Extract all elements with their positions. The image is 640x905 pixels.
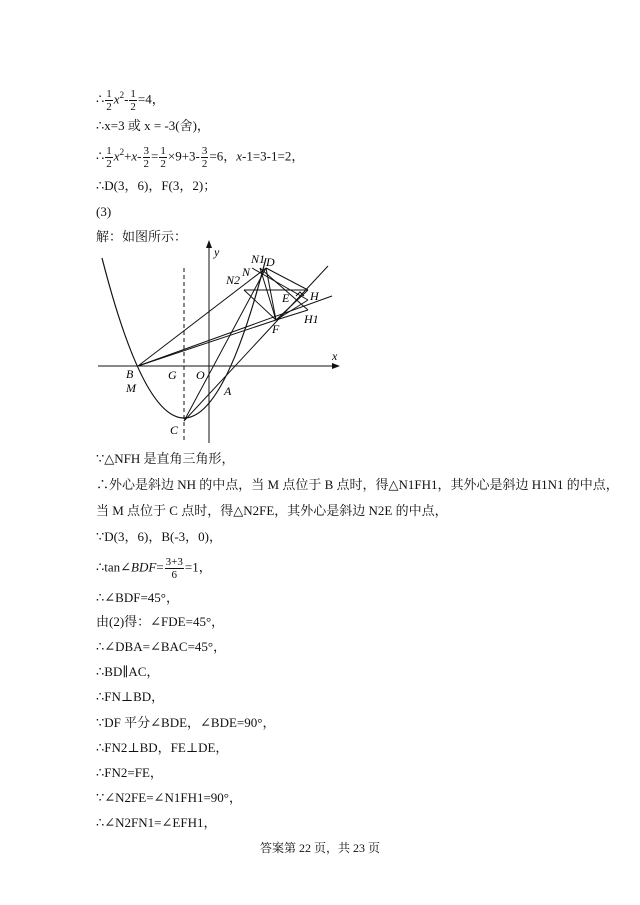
line-6: 解：如图所示： — [96, 229, 188, 244]
line-bf — [138, 320, 276, 366]
fraction: $\frac{1}{2}$ — [106, 87, 112, 113]
page-footer: 答案第 22 页，共 23 页 — [259, 841, 380, 855]
label-m: M — [126, 381, 136, 395]
line-10: ∵D(3，6)，B(-3，0)， — [96, 529, 222, 544]
line-13: 由(2)得：∠FDE=45°， — [96, 614, 225, 629]
line-20: ∵∠N2FE=∠N1FH1=90°， — [96, 790, 242, 805]
line-17: ∵DF 平分∠BDE，∠BDE=90°， — [96, 715, 276, 730]
line-4: ∴D(3，6)，F(3，2)； — [96, 178, 217, 193]
label-n: N — [242, 265, 251, 279]
line-9: 当 M 点位于 C 点时，得△N2FE，其外心是斜边 N2E 的中点， — [96, 503, 448, 518]
line-1: ∴ $\frac{1}{2}$ $x^2-$ $\frac{1}{2}$ =4， — [96, 87, 165, 113]
line-11: ∴tan∠BDF= $\frac{3+3}{6}$ =1， — [96, 556, 212, 581]
fraction: $\frac{1}{2}$ — [160, 144, 166, 170]
fraction: $\frac{1}{2}$ — [130, 87, 136, 113]
label-n1: N1 — [251, 252, 266, 266]
line-bd — [138, 268, 266, 366]
label-d: D — [266, 255, 275, 269]
line-7: ∵△NFH 是直角三角形， — [96, 451, 235, 466]
line-nh — [252, 268, 308, 300]
label-e: E — [282, 291, 290, 305]
fraction: $\frac{3}{2}$ — [201, 144, 208, 170]
label-a: A — [224, 384, 232, 398]
x-axis-label: x — [332, 349, 338, 363]
label-g: G — [168, 368, 177, 382]
fraction: $\frac{1}{2}$ — [106, 144, 112, 170]
label-h1: H1 — [304, 312, 319, 326]
label-h: H — [310, 289, 319, 303]
label-o: O — [196, 368, 205, 382]
fraction: $\frac{3+3}{6}$ — [165, 556, 183, 581]
line-16: ∴FN⊥BD， — [96, 689, 165, 704]
line-14: ∴∠DBA=∠BAC=45°， — [96, 639, 227, 654]
line-5: (3) — [96, 204, 112, 219]
line-2: ∴x=3 或 x = -3(舍)， — [96, 118, 210, 133]
label-b: B — [126, 367, 134, 381]
line-21: ∴∠N2FN1=∠EFH1， — [96, 815, 217, 830]
geometry-figure — [96, 238, 346, 448]
label-n2: N2 — [226, 273, 241, 287]
label-c: C — [170, 423, 179, 437]
label-f: F — [272, 322, 280, 336]
fraction: $\frac{3}{2}$ — [143, 144, 150, 170]
y-axis-arrow — [206, 240, 212, 248]
line-3: ∴ $\frac{1}{2}$ $x^2+x-$ $\frac{3}{2}$ = $\frac{1}{2}$ ×9+3- $\frac{3}{2}$ =6，x-1=3-1=2， — [96, 144, 305, 170]
line-15: ∴BD∥AC， — [96, 664, 160, 679]
x-axis-arrow — [332, 363, 340, 369]
line-19: ∴FN2=FE， — [96, 765, 163, 780]
y-axis-label: y — [214, 245, 220, 259]
line-8: ∴外心是斜边 NH 的中点，当 M 点位于 B 点时，得△N1FH1，其外心是斜边 H1N1 的中点， — [96, 477, 619, 492]
line-18: ∴FN2⊥BD，FE⊥DE， — [96, 740, 229, 755]
line-12: ∴∠BDF=45°， — [96, 590, 179, 605]
